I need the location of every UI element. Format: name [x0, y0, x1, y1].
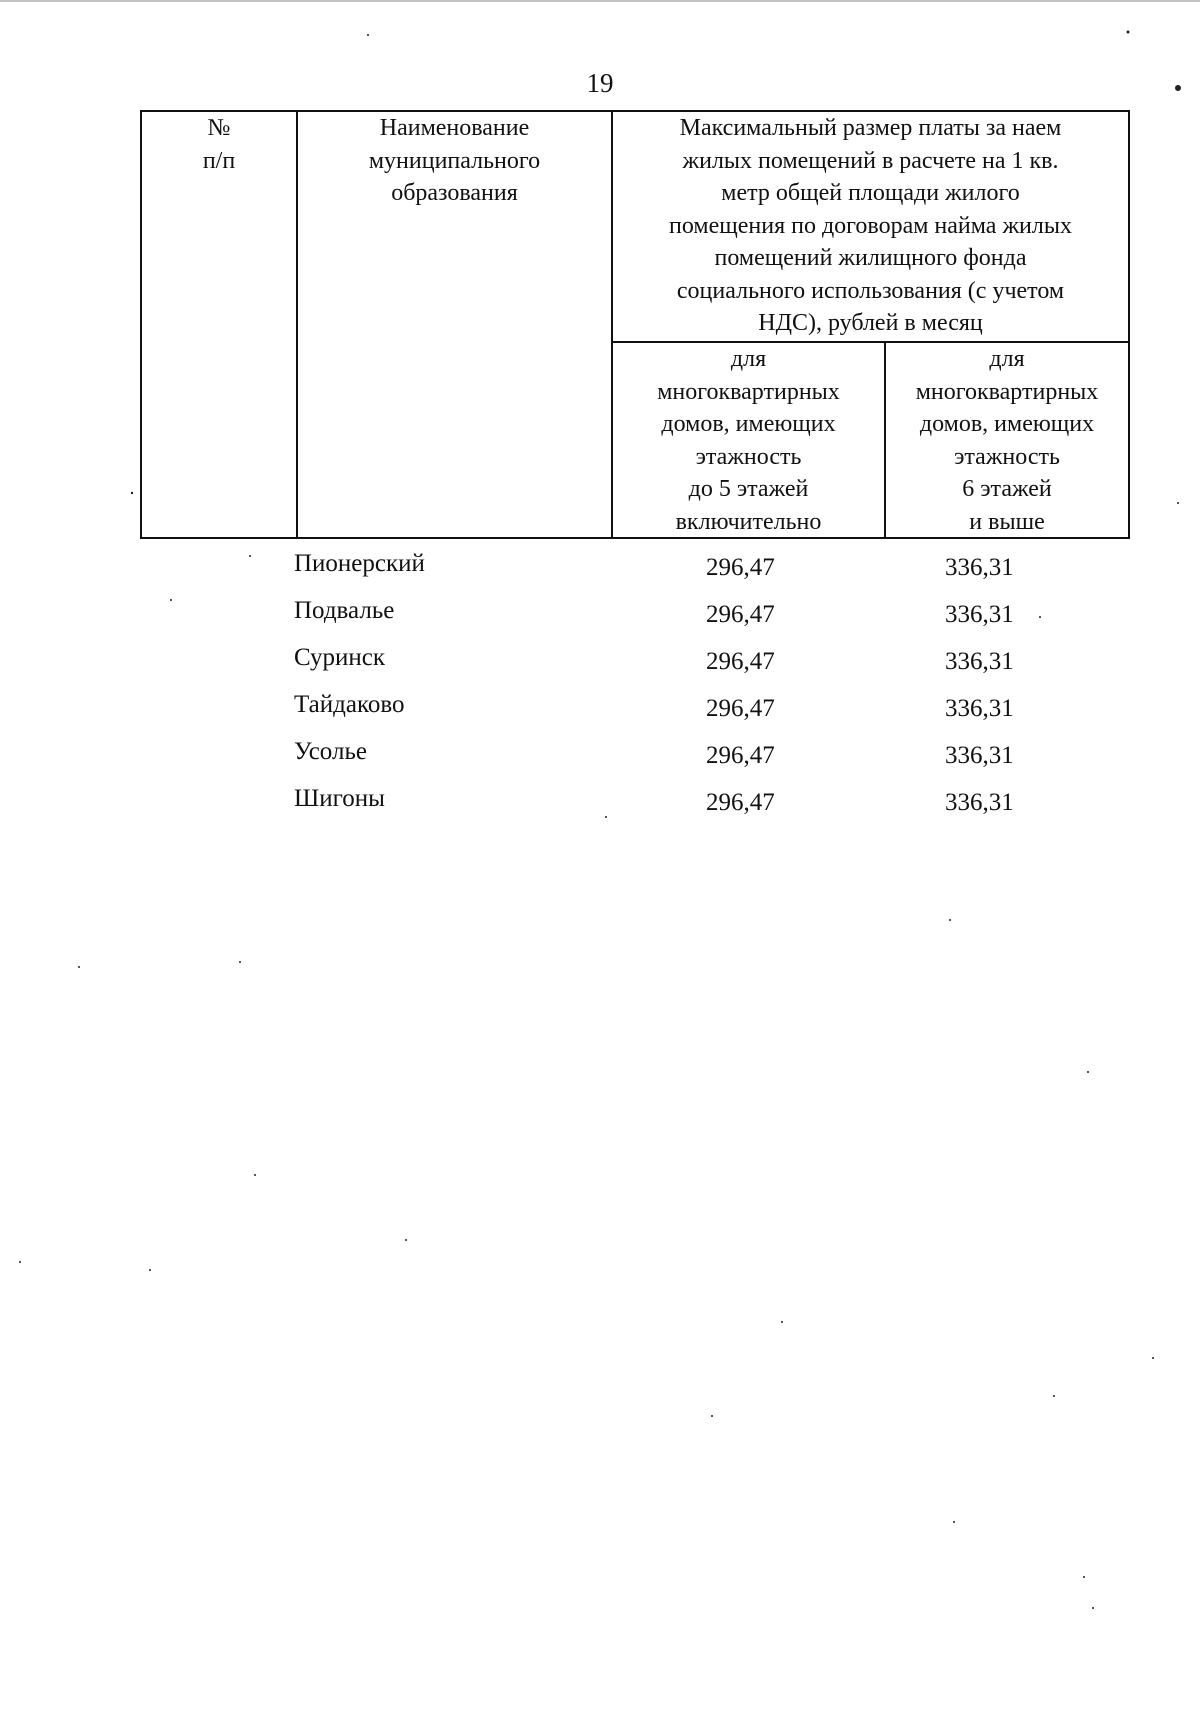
fee-high-rise: 336,31 [945, 695, 1014, 722]
fee-high-rise: 336,31 [945, 554, 1014, 581]
municipality-name: Подвалье [294, 597, 395, 624]
fee-low-rise: 296,47 [706, 789, 775, 816]
fee-high-rise: 336,31 [945, 648, 1014, 675]
header-municipality: Наименование муниципального образования [368, 115, 541, 206]
header-num: № п/п [202, 115, 236, 174]
fee-low-rise: 296,47 [706, 742, 775, 769]
fee-low-rise: 296,47 [706, 601, 775, 628]
municipality-name: Усолье [294, 738, 367, 765]
fee-low-rise: 296,47 [706, 648, 775, 675]
municipality-name: Суринск [294, 644, 386, 671]
fee-high-rise: 336,31 [945, 601, 1014, 628]
header-col-high-rise: для многоквартирных домов, имеющих этажность 6 этажей и выше [915, 346, 1099, 535]
fee-low-rise: 296,47 [706, 695, 775, 722]
fee-high-rise: 336,31 [945, 789, 1014, 816]
page-number: 19 [586, 68, 614, 98]
municipality-name: Пионерский [294, 550, 425, 577]
header-col-low-rise: для многоквартирных домов, имеющих этажность до 5 этажей включительно [657, 346, 840, 535]
fee-low-rise: 296,47 [706, 554, 775, 581]
municipality-name: Тайдаково [294, 691, 405, 718]
header-max-fee: Максимальный размер платы за наем жилых помещений в расчете на 1 кв. метр общей площади жилого помещения по договорам найма жилых помещений жилищного фонда социального использования (с учетом НДС), рублей в месяц [669, 115, 1072, 336]
municipality-name: Шигоны [294, 785, 385, 812]
fee-high-rise: 336,31 [945, 742, 1014, 769]
